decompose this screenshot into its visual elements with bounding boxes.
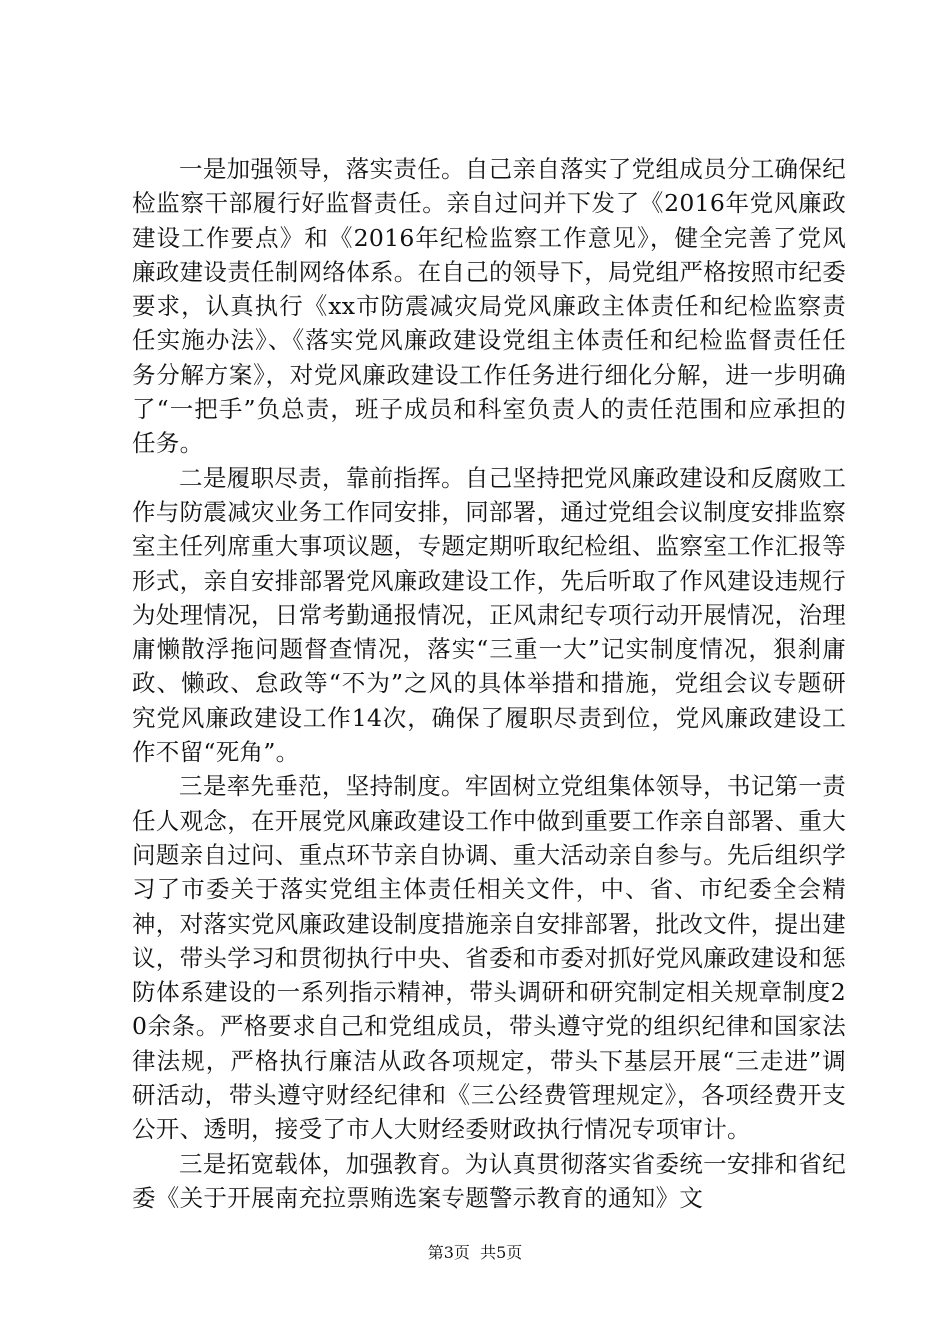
paragraph-education: 三是拓宽载体，加强教育。为认真贯彻落实省委统一安排和省纪委《关于开展南充拉票贿选案专题警示教育的通知》文 — [132, 1149, 846, 1212]
paragraph-leadership: 一是加强领导，落实责任。自己亲自落实了党组成员分工确保纪检监察干部履行好监督责任。亲自过问并下发了《2016年党风廉政建设工作要点》和《2016年纪检监察工作意见》，健全完善了党风廉政建设责任制网络体系。在自己的领导下，局党组严格按照市纪委要求，认真执行《xx市防震减灾局党风廉政主体责任和纪检监察责任实施办法》、《落实党风廉政建设党组主体责任和纪检监督责任任务分解方案》，对党风廉政建设工作任务进行细化分解，进一步明确了“一把手”负总责，班子成员和科室负责人的责任范围和应承担的任务。 — [132, 155, 846, 458]
total-pages: 共5页 — [480, 1243, 523, 1262]
page-footer — [0, 1243, 950, 1263]
document-body — [132, 152, 846, 1215]
paragraph-duty: 二是履职尽责，靠前指挥。自己坚持把党风廉政建设和反腐败工作与防震减灾业务工作同安排，同部署，通过党组会议制度安排监察室主任列席重大事项议题，专题定期听取纪检组、监察室工作汇报等形式，亲自安排部署党风廉政建设工作，先后听取了作风建设违规行为处理情况，日常考勤通报情况，正风肃纪专项行动开展情况，治理庸懒散浮拖问题督查情况，落实“三重一大”记实制度情况，狠刹庸政、懒政、怠政等“不为”之风的具体举措和措施，党组会议专题研究党风廉政建设工作14次，确保了履职尽责到位，党风廉政建设工作不留“死角”。 — [132, 463, 846, 767]
paragraph-example: 三是率先垂范，坚持制度。牢固树立党组集体领导，书记第一责任人观念，在开展党风廉政建设工作中做到重要工作亲自部署、重大问题亲自过问、重点环节亲自协调、重大活动亲自参与。先后组织学习了市委关于落实党组主体责任相关文件，中、省、市纪委全会精神，对落实党风廉政建设制度措施亲自安排部署，批改文件，提出建议，带头学习和贯彻执行中央、省委和市委对抓好党风廉政建设和惩防体系建设的一系列指示精神，带头调研和研究制定相关规章制度20余条。严格要求自己和党组成员，带头遵守党的组织纪律和国家法律法规，严格执行廉洁从政各项规定，带头下基层开展“三走进”调研活动，带头遵守财经纪律和《三公经费管理规定》，各项经费开支公开、透明，接受了市人大财经委财政执行情况专项审计。 — [132, 772, 846, 1144]
page-number: 第3页 — [427, 1243, 470, 1262]
footer-spacer — [470, 1243, 480, 1262]
